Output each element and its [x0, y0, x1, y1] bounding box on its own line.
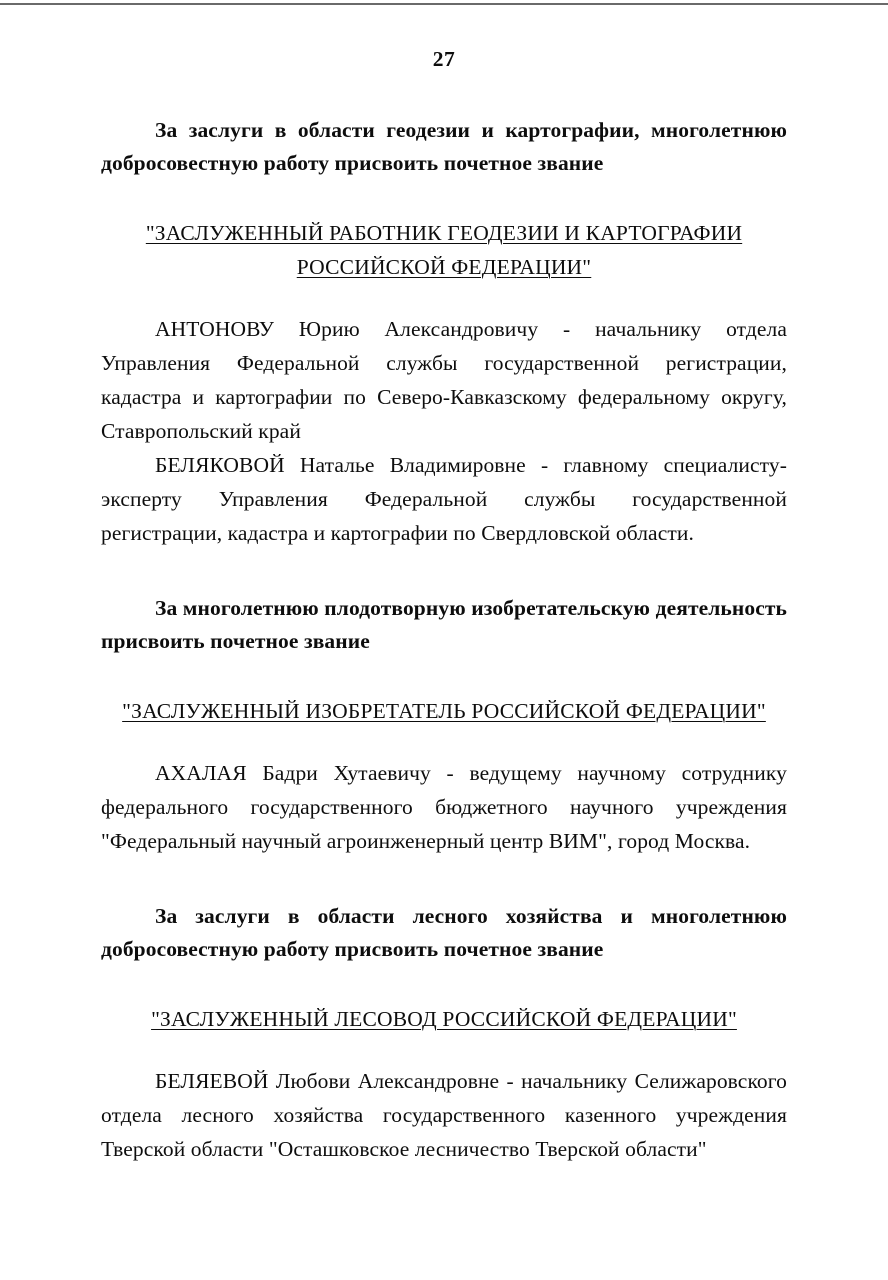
- section-lead-paragraph: За многолетнюю плодотворную изобретательскую деятельность присвоить почетное звание: [101, 596, 787, 653]
- award-title: [101, 1002, 787, 1036]
- award-title: [101, 694, 787, 728]
- recipient-paragraph: БЕЛЯКОВОЙ Наталье Владимировне - главному специалисту-эксперту Управления Федеральной службы государственной регистрации, кадастра и картографии по Свердловской области.: [101, 453, 787, 545]
- page-number: 27: [432, 47, 456, 71]
- award-title-line: "ЗАСЛУЖЕННЫЙ РАБОТНИК ГЕОДЕЗИИ И КАРТОГРАФИИ: [145, 221, 743, 245]
- award-title-continuation: [101, 250, 787, 284]
- recipient-paragraph: БЕЛЯЕВОЙ Любови Александровне - начальнику Селижаровского отдела лесного хозяйства государственного казенного учреждения Тверской области "Осташковское лесничество Тверской области": [101, 1069, 787, 1161]
- section-lead-paragraph: За заслуги в области геодезии и картографии, многолетнюю добросовестную работу присвоить почетное звание: [101, 118, 787, 175]
- recipient-paragraph: АХАЛАЯ Бадри Хутаевичу - ведущему научному сотруднику федерального государственного бюджетного научного учреждения "Федеральный научный агроинженерный центр ВИМ", город Москва.: [101, 761, 787, 853]
- award-title-line: "ЗАСЛУЖЕННЫЙ ИЗОБРЕТАТЕЛЬ РОССИЙСКОЙ ФЕДЕРАЦИИ": [122, 699, 766, 723]
- award-title-line: "ЗАСЛУЖЕННЫЙ ЛЕСОВОД РОССИЙСКОЙ ФЕДЕРАЦИИ": [151, 1007, 737, 1031]
- recipient-paragraph: АНТОНОВУ Юрию Александровичу - начальнику отдела Управления Федеральной службы государственной регистрации, кадастра и картографии по Северо-Кавказскому федеральному округу, Ставропольский край: [101, 317, 787, 443]
- award-title-line: РОССИЙСКОЙ ФЕДЕРАЦИИ": [296, 255, 592, 279]
- section-lead-paragraph: За заслуги в области лесного хозяйства и многолетнюю добросовестную работу присвоить почетное звание: [101, 904, 787, 961]
- award-title: [101, 216, 787, 250]
